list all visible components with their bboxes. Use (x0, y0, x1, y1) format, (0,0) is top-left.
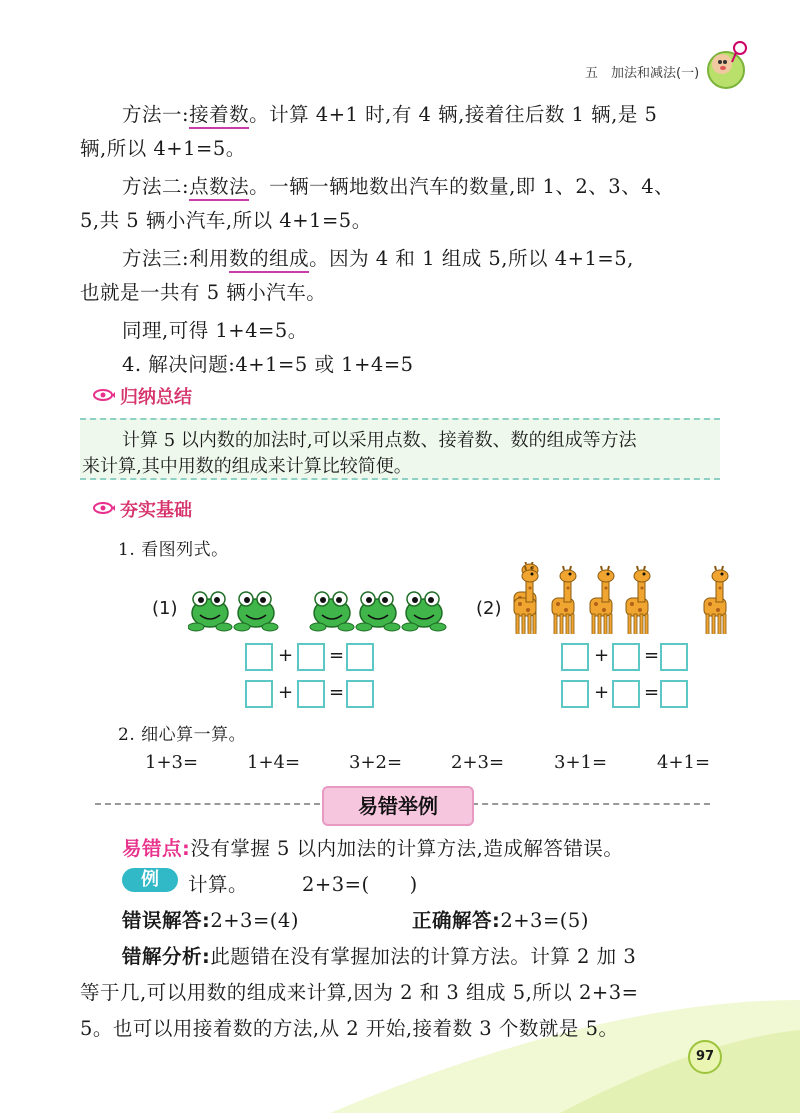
method1-term: 接着数 (189, 103, 249, 129)
mistake-point: 易错点:没有掌握 5 以内加法的计算方法,造成解答错误。 (122, 837, 624, 860)
answer-box[interactable] (660, 643, 688, 671)
frogs-illustration (188, 585, 450, 635)
right-answer: 正确解答:2+3=(5) (412, 909, 589, 932)
analysis-line1: 错解分析:此题错在没有掌握加法的计算方法。计算 2 加 3 (122, 945, 637, 968)
summary-line1: 计算 5 以内数的加法时,可以采用点数、接着数、数的组成等方法 (122, 430, 637, 451)
divider-left (95, 803, 320, 805)
same-reasoning: 同理,可得 1+4=5。 (122, 319, 308, 342)
method3-line2: 也就是一共有 5 辆小汽车。 (80, 281, 327, 304)
answer-box[interactable] (297, 680, 325, 708)
answer-box[interactable] (346, 680, 374, 708)
method3-line1: 方法三:利用数的组成。因为 4 和 1 组成 5,所以 4+1=5, (122, 243, 634, 271)
method3-term: 数的组成 (229, 247, 309, 273)
answer-4: 4. 解决问题:4+1=5 或 1+4=5 (122, 353, 414, 376)
example-badge: 例 (122, 868, 178, 892)
method1-line1: 方法一:接着数。计算 4+1 时,有 4 辆,接着往后数 1 辆,是 5 (122, 99, 657, 127)
analysis-line2: 等于几,可以用数的组成来计算,因为 2 和 3 组成 5,所以 2+3= (80, 981, 639, 1004)
calc-item: 2+3= (451, 752, 505, 773)
question-1: 1. 看图列式。 (118, 540, 229, 560)
answer-box[interactable] (561, 643, 589, 671)
example-text: 计算。 (188, 873, 249, 896)
basics-title: 夯实基础 (120, 500, 192, 521)
answer-box[interactable] (612, 643, 640, 671)
picture-1-label: (1) (152, 598, 178, 619)
answer-box[interactable] (612, 680, 640, 708)
calc-item: 3+1= (554, 752, 608, 773)
calc-item: 3+2= (349, 752, 403, 773)
summary-line2: 来计算,其中用数的组成来计算比较简便。 (82, 456, 412, 477)
calc-item: 1+4= (247, 752, 301, 773)
summary-box (80, 418, 720, 480)
answer-box[interactable] (561, 680, 589, 708)
calc-item: 1+3= (145, 752, 199, 773)
giraffes-illustration (508, 562, 748, 634)
mistake-banner: 易错举例 (322, 786, 474, 826)
eye-bullet-icon (93, 389, 115, 401)
mascot-icon (702, 38, 750, 94)
page-number: 97 (688, 1040, 722, 1074)
method1-line2: 辆,所以 4+1=5。 (80, 137, 246, 160)
method2-term: 点数法 (189, 175, 249, 201)
answer-box[interactable] (245, 643, 273, 671)
answer-box[interactable] (297, 643, 325, 671)
method2-line2: 5,共 5 辆小汽车,所以 4+1=5。 (80, 209, 372, 232)
question-2: 2. 细心算一算。 (118, 725, 247, 745)
answer-box[interactable] (660, 680, 688, 708)
eye-bullet-icon (93, 502, 115, 514)
answer-box[interactable] (245, 680, 273, 708)
answer-box[interactable] (346, 643, 374, 671)
chapter-header: 五 加法和减法(一) (585, 66, 700, 81)
analysis-line3: 5。也可以用接着数的方法,从 2 开始,接着数 3 个数就是 5。 (80, 1017, 619, 1040)
wrong-answer: 错误解答:2+3=(4) (122, 909, 299, 932)
method2-line1: 方法二:点数法。一辆一辆地数出汽车的数量,即 1、2、3、4、 (122, 171, 674, 199)
divider-right (472, 803, 710, 805)
summary-title: 归纳总结 (120, 387, 192, 408)
example-expr: 2+3=( ) (302, 873, 418, 896)
calc-item: 4+1= (657, 752, 711, 773)
picture-2-label: (2) (476, 598, 502, 619)
